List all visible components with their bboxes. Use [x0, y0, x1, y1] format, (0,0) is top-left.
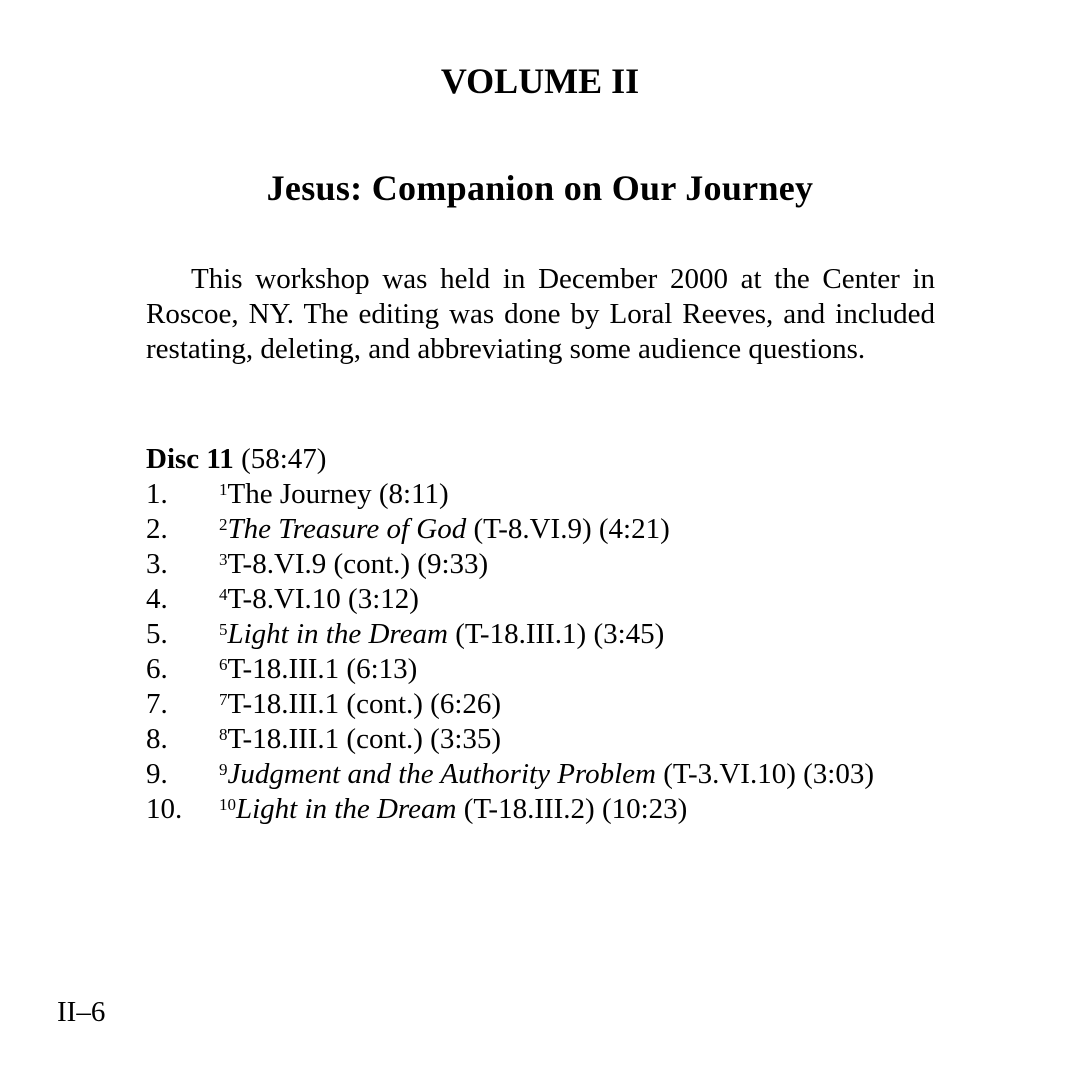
- track-footnote-marker: 2: [219, 515, 228, 534]
- track-italic-title: The Treasure of God: [227, 513, 467, 545]
- track-number: 5.: [146, 618, 168, 650]
- track-footnote-marker: 6: [219, 655, 228, 674]
- track-number: 2.: [146, 513, 168, 545]
- track-reference: (T-18.III.1) (3:45): [447, 618, 665, 650]
- track-item: [146, 757, 874, 792]
- track-title: [219, 652, 417, 687]
- track-list: [146, 477, 874, 827]
- track-item: [146, 582, 874, 617]
- track-reference: The Journey (8:11): [227, 478, 449, 510]
- track-reference: (T-3.VI.10) (3:03): [656, 758, 874, 790]
- track-footnote-marker: 3: [219, 550, 228, 569]
- track-title: [219, 757, 874, 792]
- track-number: 7.: [146, 688, 168, 720]
- track-title: [219, 512, 670, 547]
- disc-label: Disc 11: [146, 443, 234, 475]
- track-title: [219, 722, 501, 757]
- track-italic-title: Light in the Dream: [236, 793, 457, 825]
- track-title: [219, 582, 419, 617]
- track-item: [146, 652, 874, 687]
- track-number: 6.: [146, 653, 168, 685]
- track-item: [146, 722, 874, 757]
- track-reference: T-18.III.1 (cont.) (3:35): [227, 723, 502, 755]
- track-reference: T-8.VI.10 (3:12): [227, 583, 419, 615]
- track-title: [219, 477, 449, 512]
- track-footnote-marker: 10: [219, 795, 236, 814]
- track-title: [219, 547, 488, 582]
- track-reference: T-8.VI.9 (cont.) (9:33): [227, 548, 489, 580]
- track-reference: (T-18.III.2) (10:23): [456, 793, 688, 825]
- track-item: [146, 477, 874, 512]
- page-number: II–6: [57, 996, 106, 1028]
- track-reference: T-18.III.1 (6:13): [227, 653, 418, 685]
- track-number: 3.: [146, 548, 168, 580]
- track-number: 4.: [146, 583, 168, 615]
- track-number: 9.: [146, 758, 168, 790]
- track-title: [219, 687, 501, 722]
- track-footnote-marker: 5: [219, 620, 228, 639]
- track-reference: (T-8.VI.9) (4:21): [466, 513, 670, 545]
- intro-paragraph: This workshop was held in December 2000 at the Center in Roscoe, NY. The editing was done by Loral Reeves, and included restating, deleting, and abbreviating some audience questions.: [146, 263, 935, 365]
- track-number: 8.: [146, 723, 168, 755]
- track-number: 1.: [146, 478, 168, 510]
- track-item: [146, 547, 874, 582]
- track-title: [219, 792, 687, 827]
- track-reference: T-18.III.1 (cont.) (6:26): [227, 688, 502, 720]
- track-footnote-marker: 8: [219, 725, 228, 744]
- track-footnote-marker: 9: [219, 760, 228, 779]
- book-title: Jesus: Companion on Our Journey: [266, 168, 814, 208]
- track-italic-title: Light in the Dream: [227, 618, 448, 650]
- track-item: [146, 512, 874, 547]
- track-italic-title: Judgment and the Authority Problem: [227, 758, 656, 790]
- track-footnote-marker: 1: [219, 480, 228, 499]
- track-number: 10.: [146, 793, 183, 825]
- track-footnote-marker: 4: [219, 585, 228, 604]
- track-item: [146, 687, 874, 722]
- track-title: [219, 617, 664, 652]
- track-item: [146, 792, 874, 827]
- disc-heading: [146, 442, 326, 477]
- disc-duration: (58:47): [241, 443, 327, 475]
- volume-title: VOLUME II: [440, 61, 640, 101]
- track-footnote-marker: 7: [219, 690, 228, 709]
- track-item: [146, 617, 874, 652]
